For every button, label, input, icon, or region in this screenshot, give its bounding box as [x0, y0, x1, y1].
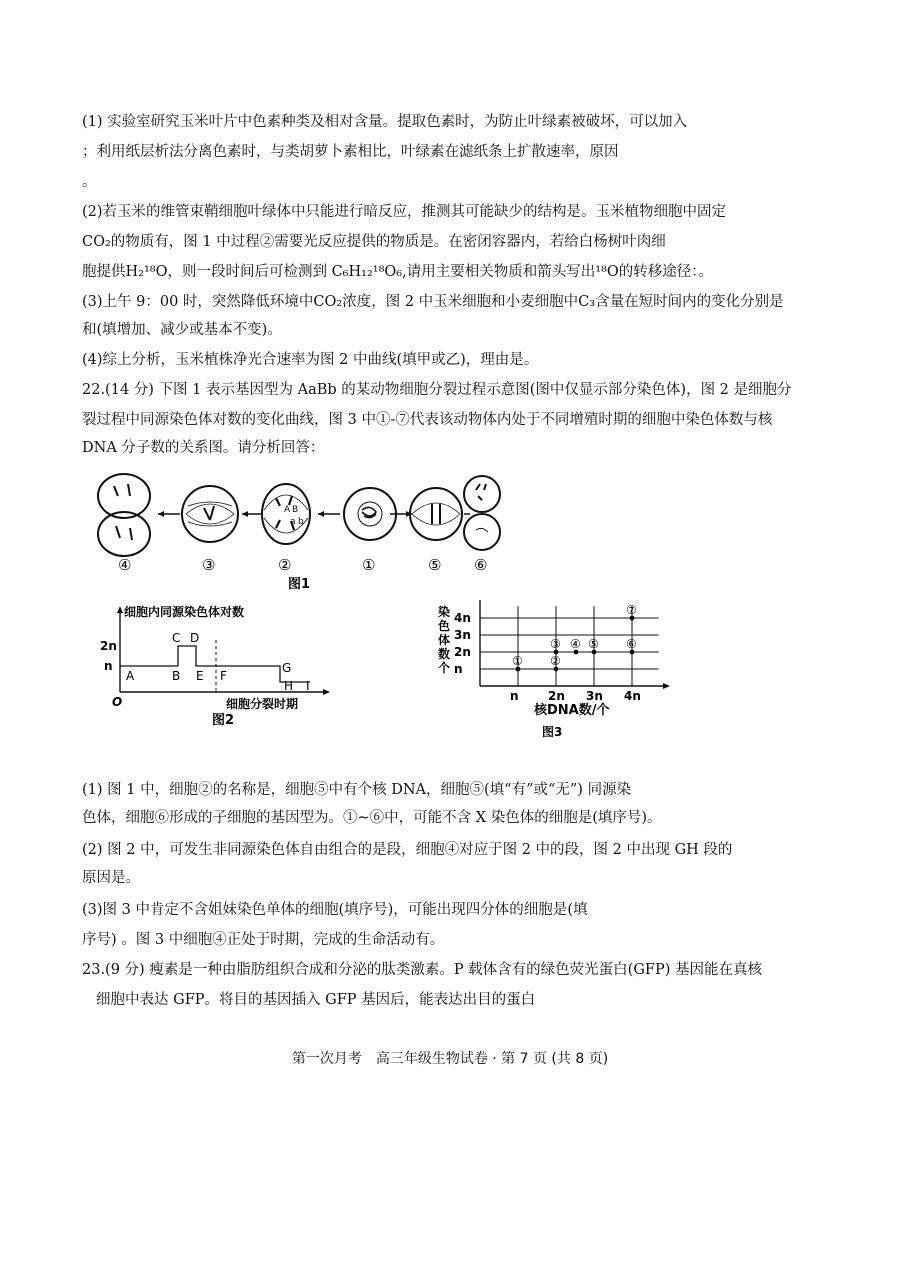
- q21-part2-line2: CO₂的物质有，图 1 中过程②需要光反应提供的物质是。在密闭容器内，若给白杨树叶肉细: [82, 234, 666, 250]
- q23-line2: 细胞中表达 GFP。将目的基因插入 GFP 基因后，能表达出目的蛋白: [96, 992, 536, 1008]
- q22-intro-line3: DNA 分子数的关系图。请分析回答：: [82, 440, 325, 456]
- cell-5-diagram: [410, 488, 462, 540]
- fig3-ytick: 3n: [454, 628, 471, 642]
- fig2-point-E: E: [196, 669, 204, 683]
- cell-3-diagram: [182, 486, 238, 542]
- fig2-point-F: F: [220, 669, 227, 683]
- fig2-y-axis-label: 细胞内同源染色体对数: [124, 605, 245, 619]
- q21-part4: (4)综上分析，玉米植株净光合速率为图 2 中曲线(填甲或乙)，理由是。: [82, 352, 539, 368]
- figure-1-caption: 图1: [288, 577, 311, 590]
- fig3-ytick: n: [454, 662, 463, 676]
- q21-part3-line1: (3)上午 9：00 时，突然降低环境中CO₂浓度，图 2 中玉米细胞和小麦细胞中C₃含量在短时间内的变化分别是: [82, 294, 784, 310]
- fig3-point-label: ⑦: [626, 603, 637, 617]
- fig2-origin: O: [112, 695, 123, 709]
- fig2-point-C: C: [172, 631, 181, 645]
- q22-part1-line2: 色体，细胞⑥形成的子细胞的基因型为。①~⑥中，可能不含 X 染色体的细胞是(填序号)。: [82, 810, 662, 826]
- gene-label-a: a: [290, 517, 296, 527]
- figure-1: [92, 470, 502, 590]
- page-footer: 第一次月考 高三年级生物试卷 · 第 7 页 (共 8 页): [291, 1051, 609, 1067]
- q22-intro-line2: 裂过程中同源染色体对数的变化曲线，图 3 中①-⑦代表该动物体内处于不同增殖时期的细胞中染色体数与核: [82, 412, 773, 428]
- fig3-ytick: 2n: [454, 645, 471, 659]
- fig3-xtick: n: [510, 689, 519, 703]
- fig2-point-I: I: [306, 679, 310, 693]
- fig3-point-label: ④: [570, 637, 581, 651]
- q21-part1-line1: (1) 实验室研究玉米叶片中色素种类及相对含量。提取色素时，为防止叶绿素被破坏，可以加入: [82, 114, 688, 130]
- q22-part2-line1: (2) 图 2 中，可发生非同源染色体自由组合的是段，细胞④对应于图 2 中的段，图 2 中出现 GH 段的: [82, 842, 733, 858]
- fig3-y-axis-label-stack: [437, 604, 450, 675]
- figure-2: [100, 600, 340, 730]
- figure-2-caption: 图2: [212, 713, 235, 728]
- fig2-point-D: D: [190, 631, 200, 645]
- fig2-ytick-2n: 2n: [100, 639, 117, 653]
- fig3-point-label: ⑥: [626, 637, 637, 651]
- q21-part2-line1: (2)若玉米的维管束鞘细胞叶绿体中只能进行暗反应，推测其可能缺少的结构是。玉米植物细胞中固定: [82, 204, 727, 220]
- fig2-point-A: A: [126, 669, 135, 683]
- cell-label-6: ⑥: [474, 556, 488, 574]
- gene-label-A: A: [284, 505, 291, 515]
- fig2-point-H: H: [284, 679, 294, 693]
- fig3-yticks: [454, 611, 471, 676]
- fig2-point-G: G: [282, 661, 292, 675]
- fig3-xtick: 3n: [586, 689, 603, 703]
- q22-part3-line2: 序号) 。图 3 中细胞④正处于时期，完成的生命活动有。: [82, 932, 445, 948]
- fig2-ytick-n: n: [104, 659, 113, 673]
- q22-part1-line1: (1) 图 1 中，细胞②的名称是，细胞⑤中有个核 DNA，细胞⑤(填“有”或“无”) 同源染: [82, 782, 632, 798]
- fig3-y-axis-label-char: 色: [438, 619, 451, 633]
- cell-label-3: ③: [202, 556, 216, 574]
- cell-label-4: ④: [118, 556, 132, 574]
- fig3-points: [512, 603, 637, 671]
- q21-part2-line3: 胞提供H₂¹⁸O，则一段时间后可检测到 C₆H₁₂¹⁸O₆,请用主要相关物质和箭头写出¹⁸O的转移途径：。: [82, 264, 713, 280]
- fig3-y-axis-label-char: 染: [438, 605, 451, 619]
- q23-line1: 23.(9 分) 瘦素是一种由脂肪组织合成和分泌的肽类激素。P 载体含有的绿色荧光蛋白(GFP) 基因能在真核: [82, 962, 763, 978]
- fig3-point-label: ③: [550, 637, 561, 651]
- gene-label-B: B: [292, 505, 299, 515]
- q21-part3-line2: 和(填增加、减少或基本不变)。: [82, 322, 282, 338]
- fig3-point-label: ①: [512, 654, 523, 668]
- cell-label-2: ②: [278, 556, 292, 574]
- cell-6-diagram: [464, 476, 500, 550]
- cell-4-diagram: [98, 474, 150, 556]
- fig3-point-label: ⑤: [588, 637, 599, 651]
- q22-part3-line1: (3)图 3 中肯定不含姐妹染色单体的细胞(填序号)，可能出现四分体的细胞是(填: [82, 902, 588, 918]
- fig2-x-axis-label: 细胞分裂时期: [226, 697, 299, 711]
- figure-3-caption: 图3: [542, 725, 563, 739]
- q21-part1-line2: ；利用纸层析法分离色素时，与类胡萝卜素相比，叶绿素在滤纸条上扩散速率，原因: [82, 144, 619, 160]
- cell-1-body: [344, 488, 396, 540]
- fig3-y-axis-label-char: 体: [438, 633, 451, 647]
- figure-3: [436, 590, 696, 740]
- q21-part1-line3: 。: [82, 174, 97, 190]
- gene-label-b: b: [298, 517, 304, 527]
- cell-label-1: ①: [362, 556, 376, 574]
- fig3-y-axis-label-char: 个: [438, 661, 451, 675]
- fig3-xtick: 4n: [624, 689, 641, 703]
- fig3-xtick: 2n: [548, 689, 565, 703]
- cell-label-5: ⑤: [428, 556, 442, 574]
- fig3-ytick: 4n: [454, 611, 471, 625]
- q22-intro-line1: 22.(14 分) 下图 1 表示基因型为 AaBb 的某动物细胞分裂过程示意图(图中仅显示部分染色体)，图 2 是细胞分: [82, 382, 792, 398]
- fig2-point-B: B: [172, 669, 181, 683]
- fig3-xticks: [510, 689, 641, 703]
- cell-2-diagram: [262, 484, 310, 544]
- fig3-point-label: ②: [550, 654, 561, 668]
- q22-part2-line2: 原因是。: [82, 870, 140, 886]
- fig3-x-axis-label: 核DNA数/个: [534, 703, 610, 718]
- fig3-y-axis-label-char: 数: [438, 647, 451, 661]
